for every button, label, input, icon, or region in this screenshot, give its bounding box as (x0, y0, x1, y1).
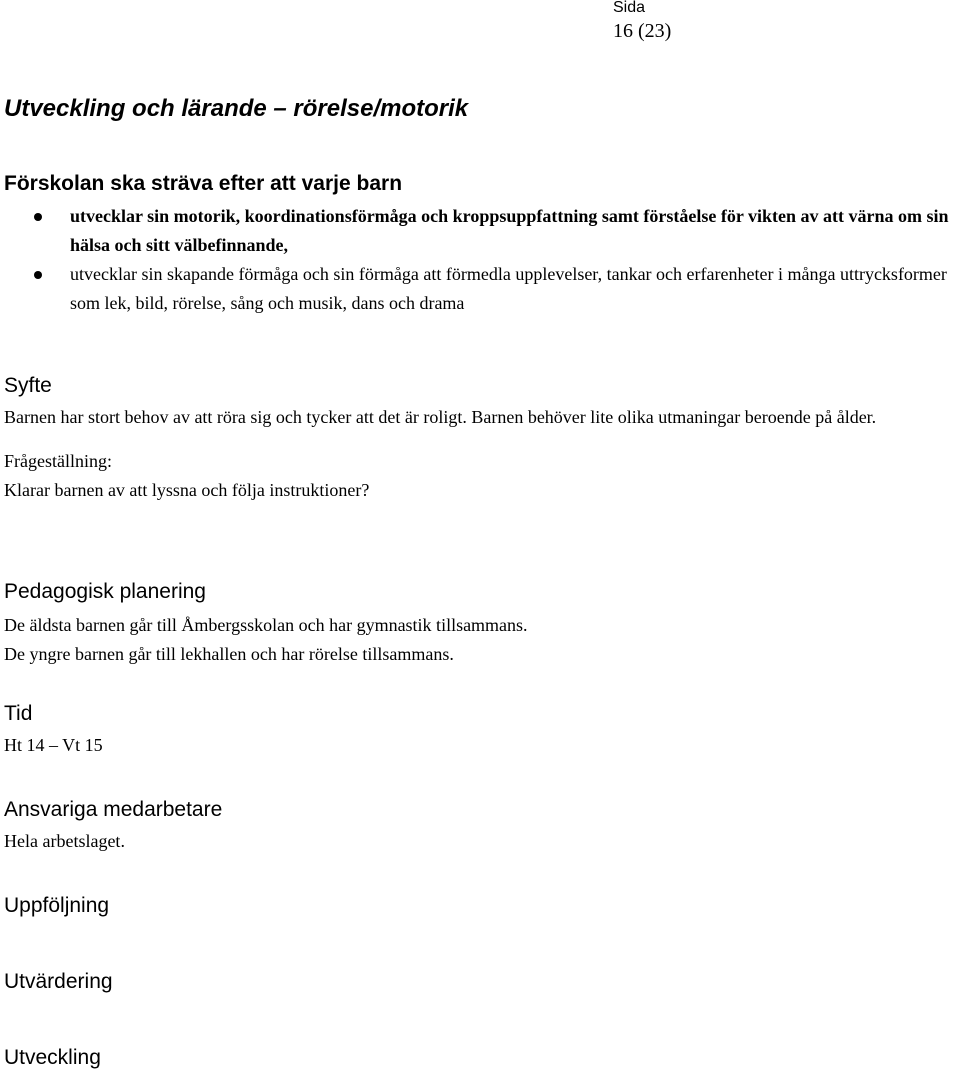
bullet-icon (34, 213, 42, 221)
ansvariga-heading: Ansvariga medarbetare (4, 798, 223, 821)
utvardering-section (4, 968, 956, 996)
ansvariga-section (4, 796, 956, 856)
goal-item (4, 202, 956, 260)
planering-line: De äldsta barnen går till Åmbergsskolan och har gymnastik tillsammans. (4, 615, 528, 635)
syfte-text: Barnen har stort behov av att röra sig och tycker att det är roligt. Barnen behöver lite olika utmaningar beroende på ålder. (4, 407, 877, 427)
ansvariga-text: Hela arbetslaget. (4, 831, 125, 851)
page-label: Sida (613, 0, 646, 16)
planering-section (4, 578, 956, 669)
uppfoljning-heading: Uppföljning (4, 894, 110, 917)
goals-list (4, 202, 956, 318)
utveckling-section (4, 1044, 956, 1072)
goal-item-text: utvecklar sin skapande förmåga och sin förmåga att förmedla upplevelser, tankar och erfarenheter i många uttrycksformer som lek, bild, rörelse, sång och musik, dans och drama (70, 264, 947, 313)
goals-section (4, 170, 956, 318)
syfte-heading: Syfte (4, 374, 52, 397)
uppfoljning-section (4, 892, 956, 920)
goals-heading: Förskolan ska sträva efter att varje barn (4, 172, 403, 195)
page-number: 16 (23) (613, 20, 672, 42)
tid-text: Ht 14 – Vt 15 (4, 735, 103, 755)
question-text: Klarar barnen av att lyssna och följa instruktioner? (4, 480, 370, 500)
goal-item-text: utvecklar sin motorik, koordinationsförmåga och kroppsuppfattning samt förståelse för vikten av att värna om sin hälsa och sitt välbefinnande, (70, 206, 949, 255)
utveckling-heading: Utveckling (4, 1046, 101, 1069)
tid-section (4, 700, 956, 760)
planering-heading: Pedagogisk planering (4, 580, 206, 603)
planering-line: De yngre barnen går till lekhallen och har rörelse tillsammans. (4, 644, 454, 664)
bullet-icon (34, 271, 42, 279)
utvardering-heading: Utvärdering (4, 970, 113, 993)
goal-item (4, 260, 956, 318)
syfte-section (4, 372, 956, 505)
question-label: Frågeställning: (4, 451, 112, 471)
document-title: Utveckling och lärande – rörelse/motorik (4, 95, 469, 122)
tid-heading: Tid (4, 702, 33, 725)
page-header (613, 0, 733, 43)
